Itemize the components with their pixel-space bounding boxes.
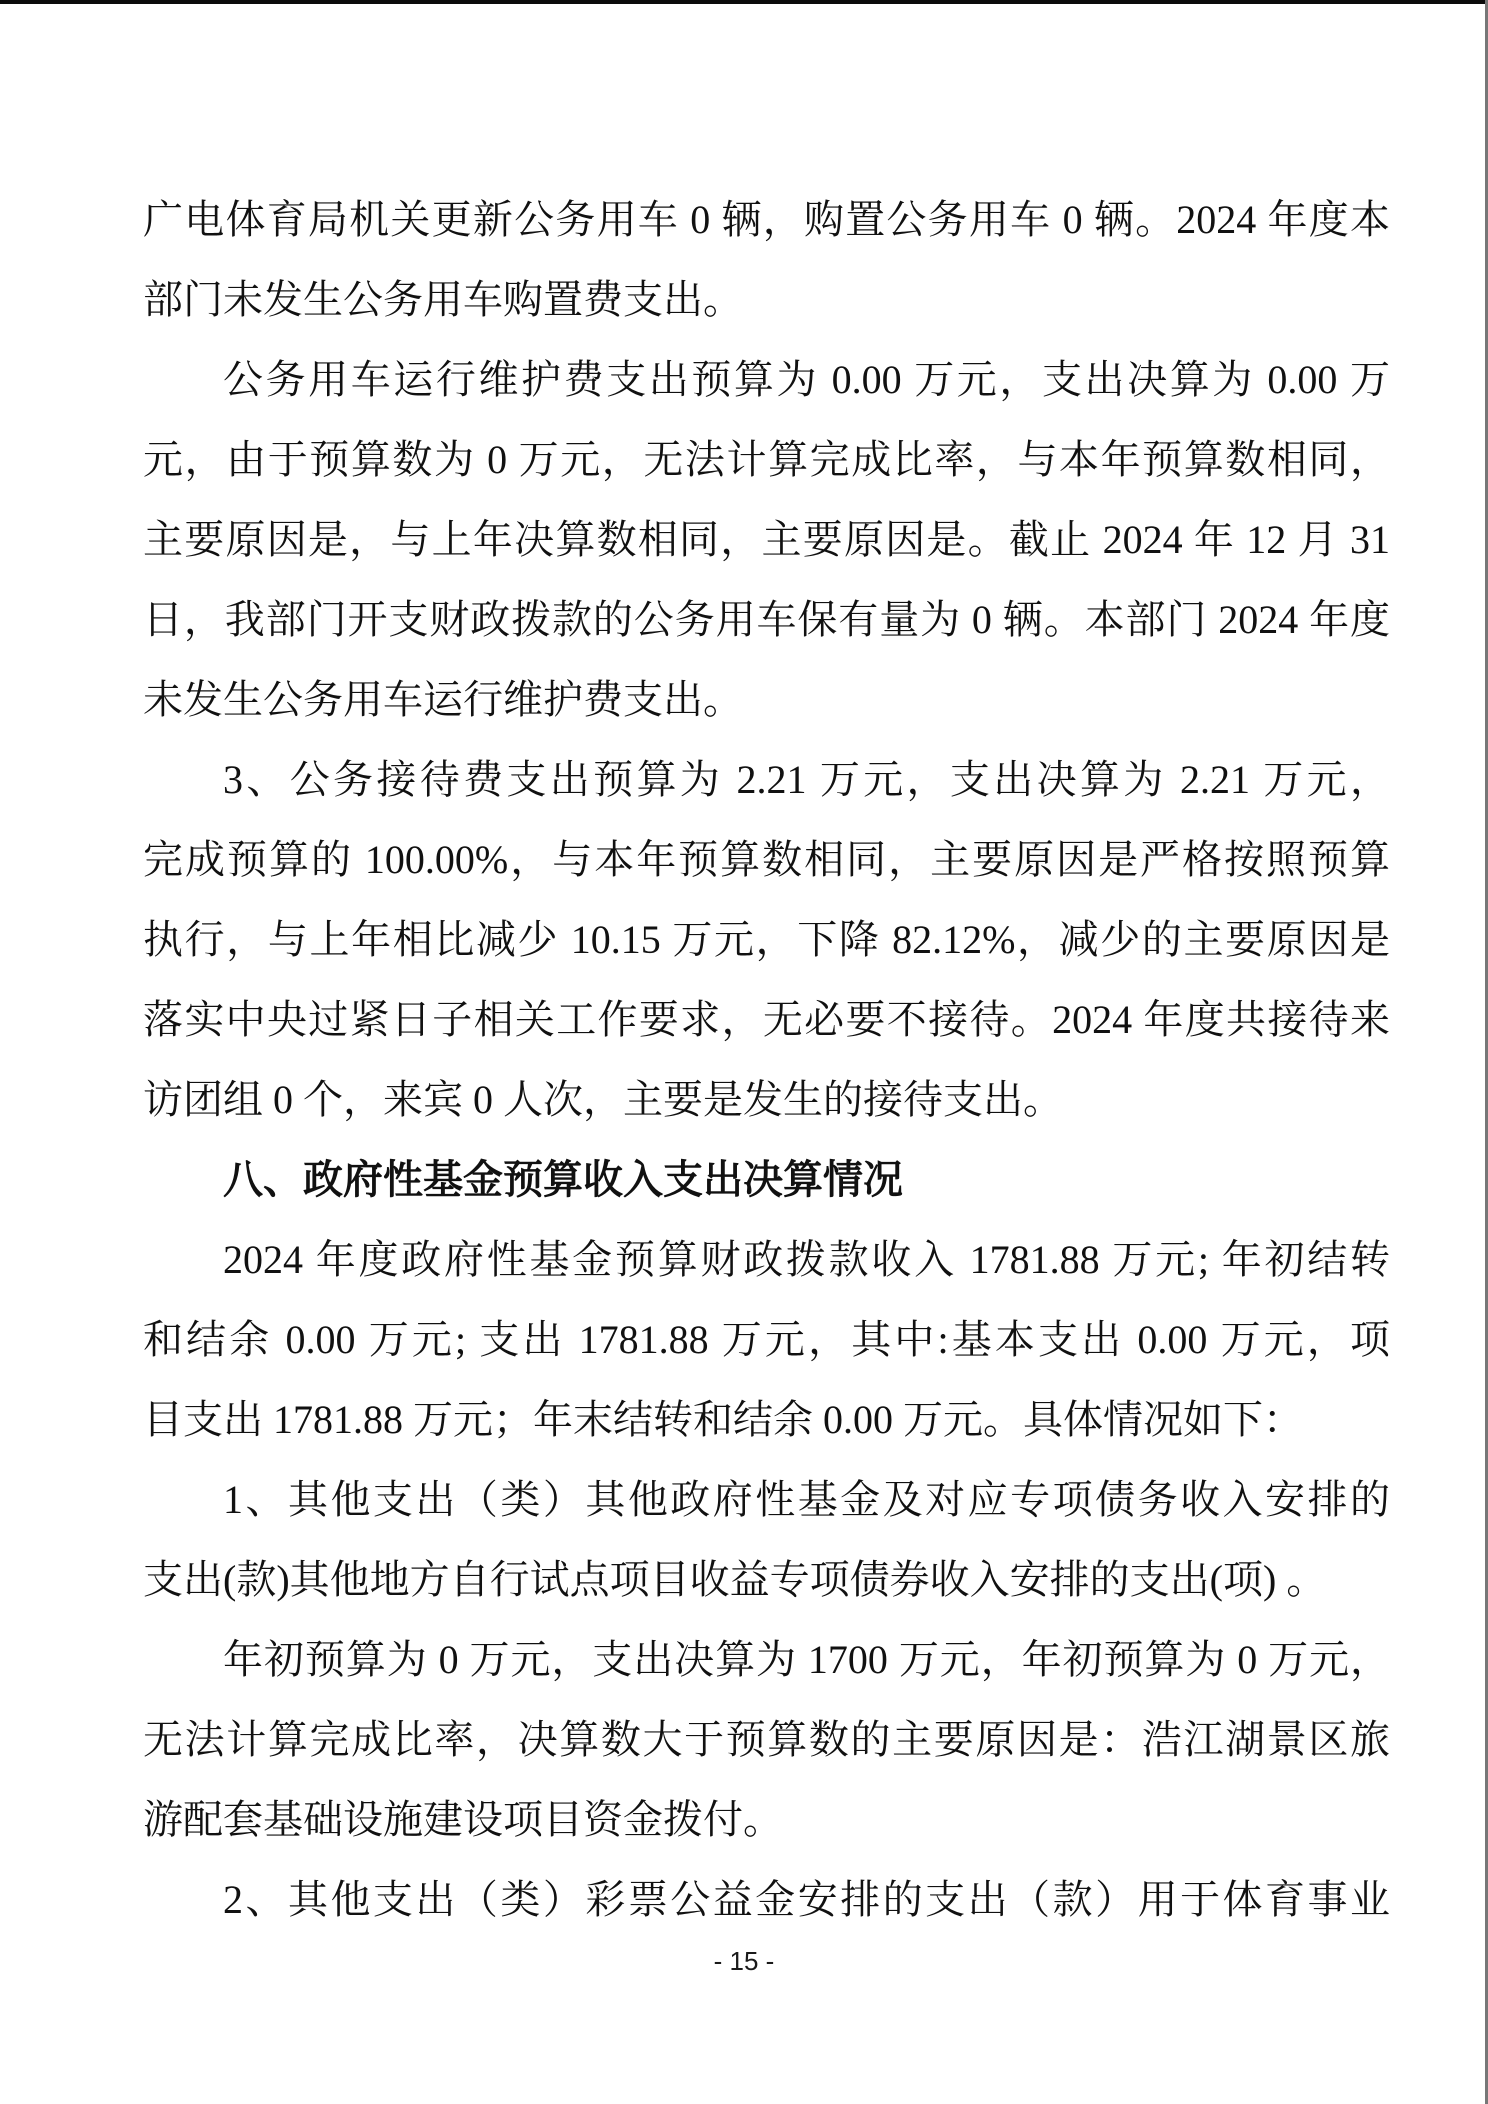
paragraph-line: 未发生公务用车运行维护费支出。 <box>143 677 743 722</box>
document-body <box>143 180 1390 1940</box>
paragraph-line: 访团组 0 个，来宾 0 人次，主要是发生的接待支出。 <box>143 1077 1063 1122</box>
page-number: - 15 - <box>713 1946 775 1976</box>
paragraph-line: 广电体育局机关更新公务用车 0 辆，购置公务用车 0 辆。2024 年度本 <box>143 197 1390 242</box>
page-top-edge <box>0 0 1488 4</box>
paragraph-line: 2024 年度政府性基金预算财政拨款收入 1781.88 万元; 年初结转 <box>223 1237 1390 1282</box>
paragraph-line: 2、其他支出（类）彩票公益金安排的支出（款）用于体育事业 <box>223 1877 1390 1922</box>
paragraph-line: 和结余 0.00 万元; 支出 1781.88 万元，其中:基本支出 0.00 万元，项 <box>143 1317 1390 1362</box>
paragraph-line: 支出(款)其他地方自行试点项目收益专项债券收入安排的支出(项) 。 <box>143 1557 1327 1602</box>
paragraph-line: 目支出 1781.88 万元；年末结转和结余 0.00 万元。具体情况如下： <box>143 1397 1303 1442</box>
paragraph-line: 执行，与上年相比减少 10.15 万元，下降 82.12%，减少的主要原因是 <box>143 917 1390 962</box>
paragraph-line: 年初预算为 0 万元，支出决算为 1700 万元，年初预算为 0 万元， <box>223 1637 1390 1682</box>
section-heading: 八、政府性基金预算收入支出决算情况 <box>223 1157 903 1202</box>
paragraph-line: 无法计算完成比率，决算数大于预算数的主要原因是：浩江湖景区旅 <box>143 1717 1390 1762</box>
page-footer <box>0 1945 1488 1977</box>
paragraph-line: 落实中央过紧日子相关工作要求，无必要不接待。2024 年度共接待来 <box>143 997 1390 1042</box>
paragraph-line: 3、公务接待费支出预算为 2.21 万元，支出决算为 2.21 万元， <box>223 757 1390 802</box>
paragraph-line: 公务用车运行维护费支出预算为 0.00 万元，支出决算为 0.00 万 <box>223 357 1390 402</box>
paragraph-line: 元，由于预算数为 0 万元，无法计算完成比率，与本年预算数相同， <box>143 437 1390 482</box>
paragraph-line: 游配套基础设施建设项目资金拨付。 <box>143 1797 783 1842</box>
paragraph-line: 完成预算的 100.00%，与本年预算数相同，主要原因是严格按照预算 <box>143 837 1390 882</box>
paragraph-line: 主要原因是，与上年决算数相同，主要原因是。截止 2024 年 12 月 31 <box>143 517 1390 562</box>
paragraph-line: 1、其他支出（类）其他政府性基金及对应专项债务收入安排的 <box>223 1477 1390 1522</box>
paragraph-line: 日，我部门开支财政拨款的公务用车保有量为 0 辆。本部门 2024 年度 <box>143 597 1390 642</box>
paragraph-line: 部门未发生公务用车购置费支出。 <box>143 277 743 322</box>
